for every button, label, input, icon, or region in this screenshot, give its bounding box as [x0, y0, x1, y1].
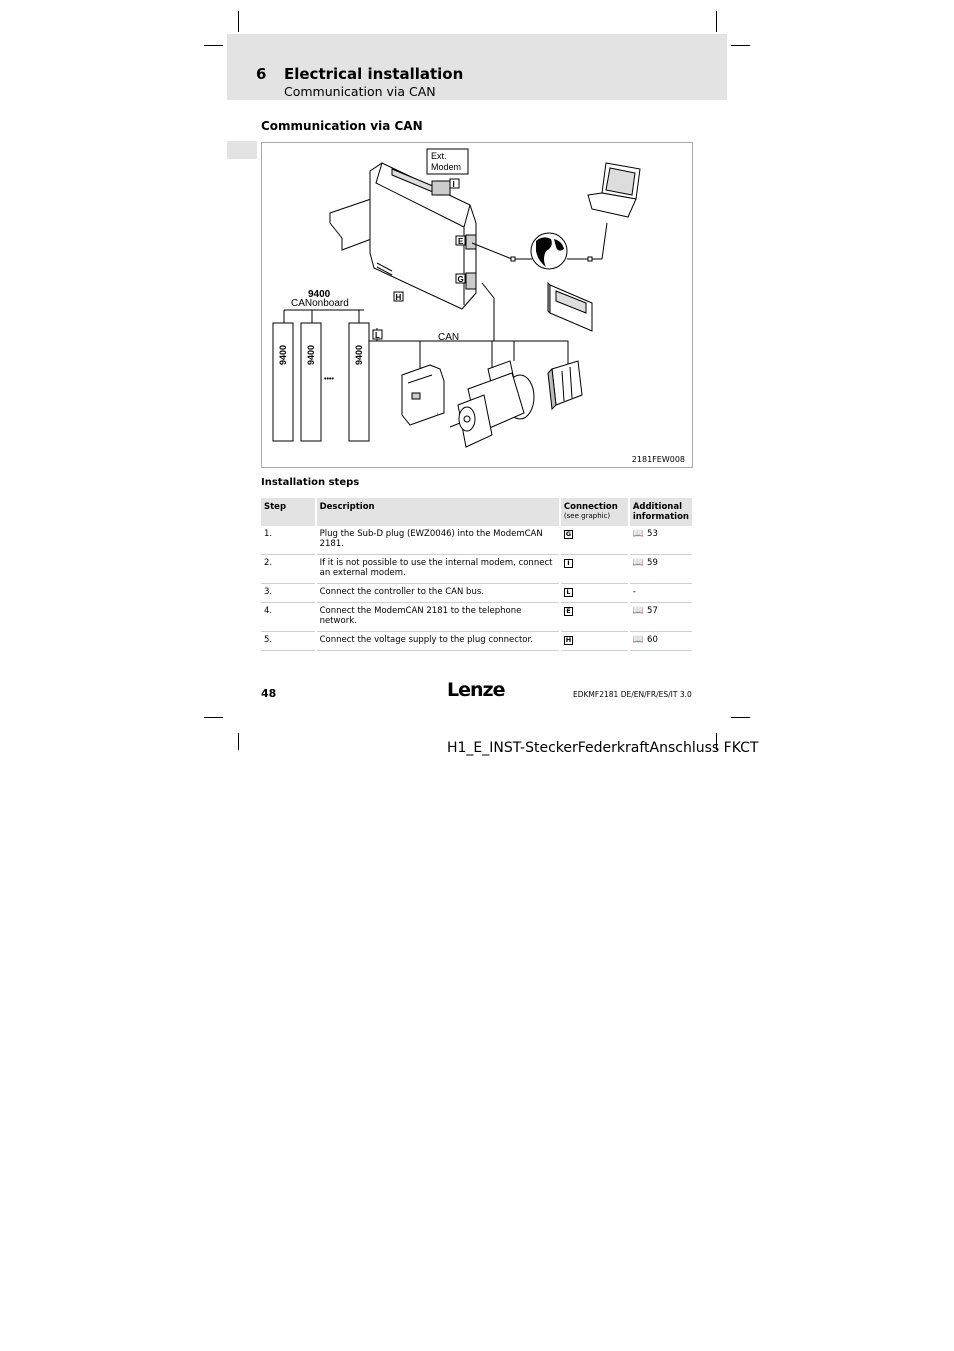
info-page: 57: [647, 606, 658, 616]
table-row: [261, 584, 693, 603]
ext-modem-label-1: Ext.: [431, 151, 447, 161]
conn-marker-e: E: [458, 237, 464, 246]
connection-marker: L: [564, 588, 573, 597]
conn-marker-l: L: [375, 331, 380, 340]
cell-info: [629, 603, 693, 632]
cell-info: [629, 584, 693, 603]
cell-step: 3.: [261, 584, 316, 603]
table-row: [261, 632, 693, 651]
operator-panel-icon: [548, 283, 592, 331]
crop-mark: [731, 45, 750, 46]
module-label: 9400: [278, 344, 288, 365]
cell-description: Connect the ModemCAN 2181 to the telephone network.: [316, 603, 560, 632]
info-page: -: [632, 587, 636, 597]
module-label: 9400: [354, 344, 364, 365]
cell-description: If it is not possible to use the internal modem, connect an external modem.: [316, 555, 560, 584]
cell-connection: [560, 584, 629, 603]
header-additional-2: information: [632, 512, 689, 522]
info-page: 59: [647, 558, 658, 568]
header-additional: [629, 498, 693, 526]
bus-label: CAN: [438, 332, 460, 343]
connection-marker: G: [565, 530, 572, 538]
table-row: [261, 603, 693, 632]
header-connection-sub: (see graphic): [563, 512, 611, 520]
cell-connection: [560, 603, 629, 632]
cell-info: [629, 526, 693, 555]
inverter-icon: [402, 365, 444, 425]
cell-step: 1.: [261, 526, 316, 555]
crop-mark: [731, 717, 750, 718]
cell-info: [629, 632, 693, 651]
connection-marker: I: [564, 559, 573, 568]
conn-marker-i: I: [452, 180, 455, 189]
module-label: 9400: [306, 344, 316, 365]
cell-info: [629, 555, 693, 584]
header-step: Step: [261, 498, 316, 526]
controller-modules: [273, 323, 369, 441]
connection-marker: H: [565, 636, 572, 644]
chapter-number: 6: [256, 65, 267, 83]
table-row: [261, 526, 693, 555]
crop-mark: [204, 717, 223, 718]
document-code: EDKMF2181 DE/EN/FR/ES/IT 3.0: [573, 690, 692, 699]
cell-connection: [560, 555, 629, 584]
crop-mark: [238, 11, 239, 32]
header-additional-1: Additional: [632, 502, 682, 512]
conn-marker-h: H: [395, 293, 402, 302]
table-row: [261, 555, 693, 584]
installation-steps-table: [261, 498, 694, 651]
lenze-logo: Lenze: [447, 679, 505, 701]
module-ellipsis: ••••: [324, 376, 334, 383]
device-label-1: 9400: [308, 289, 331, 300]
installation-steps-title: Installation steps: [261, 477, 360, 488]
chapter-title: Electrical installation: [284, 65, 464, 83]
cell-step: 2.: [261, 555, 316, 584]
chapter-subtitle: Communication via CAN: [284, 84, 436, 99]
header-connection: [560, 498, 629, 526]
laptop-icon: [588, 163, 640, 217]
book-icon: 📖: [632, 529, 645, 539]
io-module-icon: [548, 361, 582, 409]
conn-marker-g: G: [457, 275, 464, 284]
globe-icon: [531, 233, 567, 269]
cell-description: Connect the voltage supply to the plug connector.: [316, 632, 560, 651]
table-header-row: [261, 498, 693, 526]
crop-mark: [204, 45, 223, 46]
book-icon: 📖: [632, 635, 645, 645]
cell-connection: [560, 526, 629, 555]
book-icon: 📖: [632, 606, 645, 616]
section-title: Communication via CAN: [261, 119, 423, 133]
side-tab-marker: [227, 141, 257, 159]
cell-step: 5.: [261, 632, 316, 651]
cell-description: Connect the controller to the CAN bus.: [316, 584, 560, 603]
ext-modem-label-2: Modem: [431, 162, 462, 172]
cell-description: Plug the Sub-D plug (EWZ0046) into the ModemCAN 2181.: [316, 526, 560, 555]
diagram-graphic: [262, 143, 694, 469]
page-number: 48: [261, 687, 277, 700]
info-page: 60: [647, 635, 658, 645]
cell-step: 4.: [261, 603, 316, 632]
canonboard-bracket: [284, 310, 364, 323]
crop-mark: [716, 11, 717, 32]
header-description: Description: [316, 498, 560, 526]
connection-marker: E: [564, 607, 573, 616]
device-label-2: CANonboard: [291, 298, 349, 309]
crop-mark: [238, 733, 239, 750]
book-icon: 📖: [632, 558, 645, 568]
cell-connection: [560, 632, 629, 651]
geared-motor-icon: [450, 361, 534, 447]
header-connection-label: Connection: [563, 502, 618, 512]
info-page: 53: [647, 529, 658, 539]
communication-diagram: [261, 142, 693, 468]
job-line: H1_E_INST-SteckerFederkraftAnschluss FKCT: [447, 740, 759, 756]
figure-id: 2181FEW008: [631, 455, 685, 464]
